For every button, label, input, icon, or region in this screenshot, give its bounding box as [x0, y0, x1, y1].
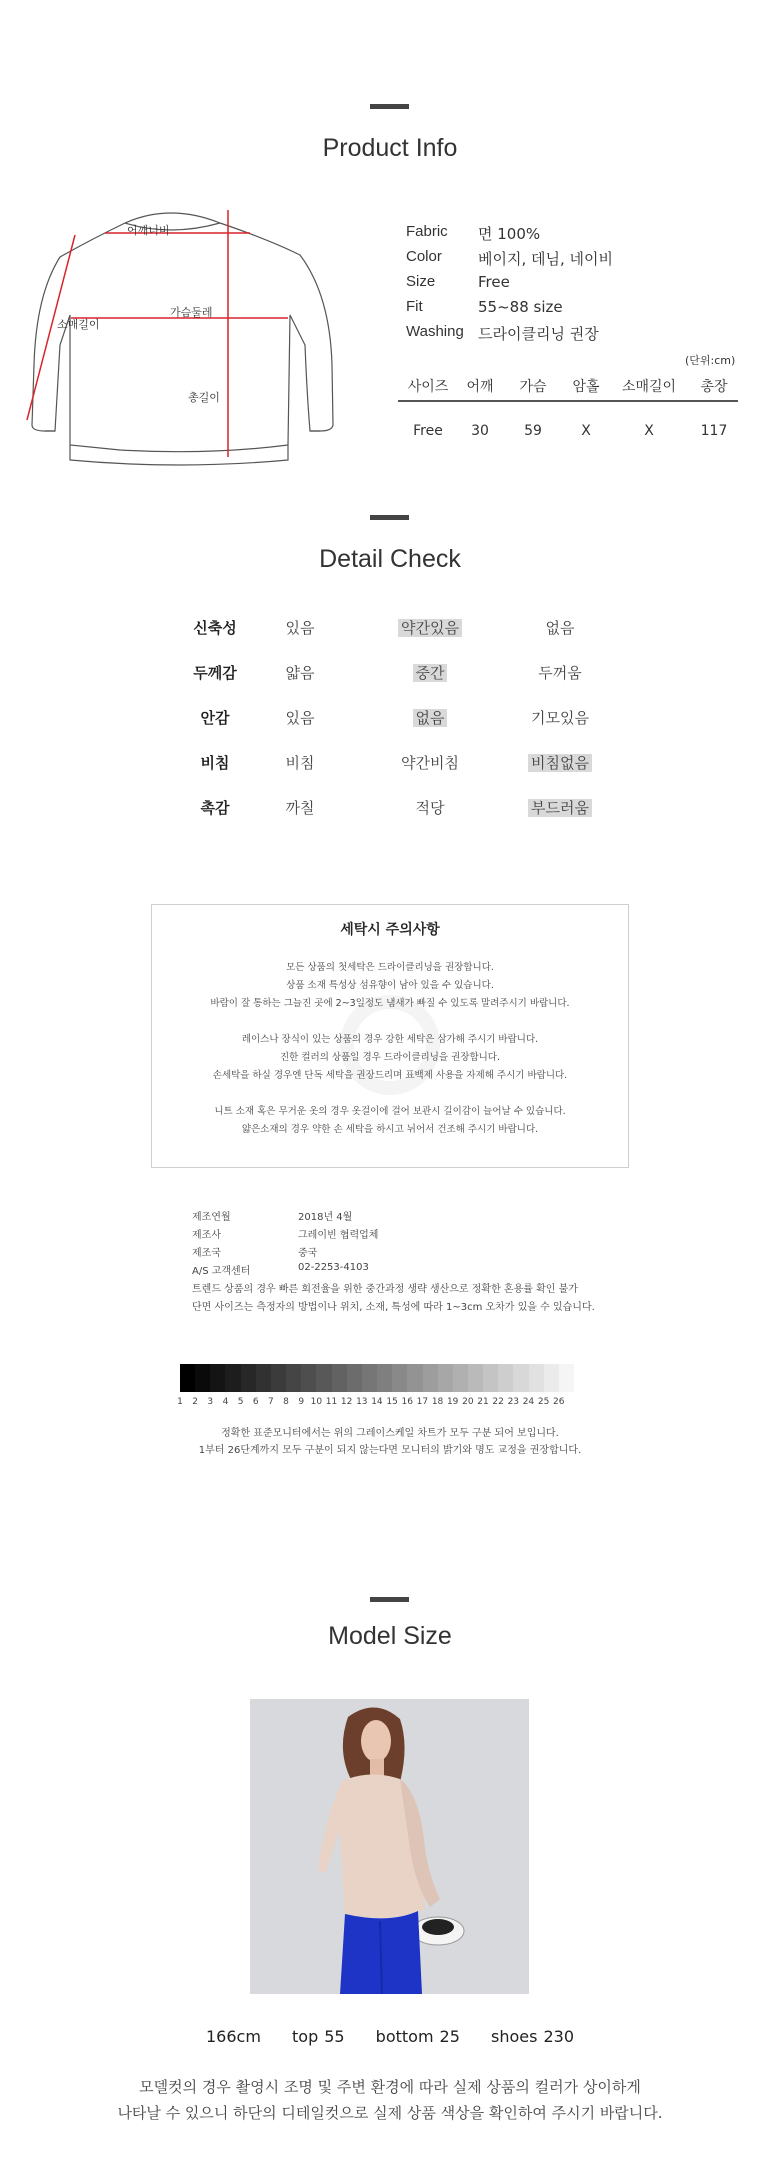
gray-step-number: 5	[237, 1397, 244, 1407]
gray-swatch	[225, 1364, 240, 1392]
gray-note: 1부터 26단계까지 모두 구분이 되지 않는다면 모니터의 밝기와 명도 교정을 권장합니다.	[198, 1445, 582, 1456]
maker-value: 02-2253-4103	[298, 1262, 369, 1273]
gray-swatch	[332, 1364, 347, 1392]
gray-step-number: 16	[401, 1397, 413, 1407]
care-line: 모든 상품의 첫세탁은 드라이클리닝을 권장합니다.	[286, 962, 494, 973]
section-divider	[370, 104, 409, 109]
care-line: 손세탁을 하실 경우엔 단독 세탁을 권장드리며 표백제 사용을 자제해 주시기 바랍니다.	[212, 1070, 568, 1081]
gray-swatch	[438, 1364, 453, 1392]
section-divider	[370, 515, 409, 520]
gray-step-number: 2	[192, 1397, 198, 1407]
sweater-size-diagram	[20, 195, 340, 475]
model-note: 모델컷의 경우 촬영시 조명 및 주변 환경에 따라 실제 상품의 컬러가 상이하게	[139, 2078, 641, 2096]
gray-step-number: 4	[222, 1397, 229, 1407]
size-table-row: Free 30 59 X X 117	[413, 423, 728, 439]
size-table-header: 사이즈 어깨 가슴 암홀 소매길이 총장	[398, 372, 738, 402]
model-stats	[0, 2027, 780, 2046]
gray-swatch	[529, 1364, 544, 1392]
detail-check-option: 없음	[375, 707, 485, 728]
model-bottom: bottom 25	[375, 2027, 460, 2046]
care-line: 바람이 잘 통하는 그늘진 곳에 2~3일정도 냄새가 빠질 수 있도록 말려주시기 바랍니다.	[210, 998, 570, 1009]
gray-swatch	[377, 1364, 392, 1392]
detail-check-option: 비침없음	[505, 752, 615, 773]
maker-note: 단면 사이즈는 측정자의 방법이나 위치, 소재, 특성에 따라 1~3cm 오차가 있을 수 있습니다.	[192, 1302, 595, 1313]
care-line: 얇은소재의 경우 약한 손 세탁을 하시고 뉘어서 건조해 주시기 바랍니다.	[241, 1124, 539, 1135]
gray-swatch	[347, 1364, 362, 1392]
gray-swatch	[180, 1364, 195, 1392]
gray-swatch	[210, 1364, 225, 1392]
maker-value: 그레이빈 협력업체	[298, 1230, 379, 1241]
gray-swatch	[195, 1364, 210, 1392]
section-divider	[370, 1597, 409, 1602]
gray-step-number: 18	[431, 1397, 444, 1407]
gray-step-number: 23	[507, 1397, 520, 1407]
gray-step-number: 14	[371, 1397, 383, 1407]
gray-scale-numbers	[177, 1397, 586, 1411]
care-line: 레이스나 장식이 있는 상품의 경우 강한 세탁은 삼가해 주시기 바랍니다.	[241, 1034, 539, 1045]
gray-swatch	[271, 1364, 286, 1392]
gray-scale-chart	[180, 1364, 574, 1392]
gray-step-number: 8	[283, 1397, 289, 1407]
gray-step-number: 13	[356, 1397, 368, 1407]
detail-check-title: Detail Check	[319, 545, 461, 573]
maker-value: 2018년 4월	[298, 1212, 353, 1223]
unit-label: (단위:cm)	[685, 354, 736, 367]
model-top: top 55	[292, 2027, 345, 2046]
model-note: 나타날 수 있으니 하단의 디테일컷으로 실제 상품 색상을 확인하여 주시기 바랍니다.	[117, 2104, 663, 2122]
gray-step-number: 24	[522, 1397, 535, 1407]
detail-check-label: 안감	[200, 709, 230, 727]
detail-check-option: 있음	[285, 709, 315, 727]
detail-check-label: 비침	[200, 754, 230, 772]
detail-check-option: 약간비침	[401, 754, 459, 772]
gray-step-number: 12	[340, 1397, 353, 1407]
gray-swatch	[544, 1364, 559, 1392]
gray-swatch	[559, 1364, 574, 1392]
gray-swatch	[407, 1364, 422, 1392]
detail-check-option: 비침	[285, 754, 315, 772]
gray-step-number: 11	[325, 1397, 338, 1407]
detail-check-label: 촉감	[200, 799, 230, 817]
gray-step-number: 22	[492, 1397, 504, 1407]
gray-step-number: 6	[252, 1397, 259, 1407]
product-info-title: Product Info	[322, 134, 458, 162]
detail-check-option: 있음	[285, 619, 315, 637]
model-size-title: Model Size	[328, 1622, 452, 1650]
detail-check-option: 얇음	[285, 664, 315, 682]
detail-check-option: 기모있음	[531, 709, 589, 727]
gray-swatch	[468, 1364, 483, 1392]
gray-swatch	[256, 1364, 271, 1392]
label-chest: 가슴둘레	[170, 306, 213, 319]
gray-step-number: 15	[386, 1397, 398, 1407]
gray-step-number: 10	[310, 1397, 323, 1407]
gray-swatch	[483, 1364, 498, 1392]
gray-step-number: 17	[416, 1397, 429, 1407]
gray-step-number: 9	[298, 1397, 305, 1407]
detail-check-option: 약간있음	[375, 617, 485, 638]
gray-swatch	[286, 1364, 301, 1392]
gray-step-number: 20	[462, 1397, 474, 1407]
gray-swatch	[316, 1364, 331, 1392]
gray-step-number: 1	[177, 1397, 183, 1407]
maker-key: 제조국	[192, 1248, 221, 1259]
detail-check-label: 신축성	[193, 619, 237, 637]
detail-check-label: 두께감	[193, 664, 237, 682]
maker-key: 제조사	[192, 1230, 221, 1241]
model-figure	[250, 1699, 529, 1994]
gray-swatch	[513, 1364, 528, 1392]
care-line: 진한 컬러의 상품일 경우 드라이클리닝을 권장합니다.	[279, 1052, 500, 1063]
maker-key: 제조연월	[192, 1212, 231, 1223]
gray-swatch	[362, 1364, 377, 1392]
detail-check-option: 두꺼움	[538, 664, 582, 682]
maker-value: 중국	[298, 1248, 318, 1259]
model-shoes: shoes 230	[491, 2027, 574, 2046]
maker-note: 트렌드 상품의 경우 빠른 회전율을 위한 중간과정 생략 생산으로 정확한 혼용률 확인 불가	[192, 1284, 578, 1295]
gray-note: 정확한 표준모니터에서는 위의 그레이스케일 차트가 모두 구분 되어 보입니다.	[221, 1428, 559, 1439]
detail-check-option: 부드러움	[505, 797, 615, 818]
gray-step-number: 21	[477, 1397, 489, 1407]
gray-swatch	[241, 1364, 256, 1392]
care-line: 상품 소재 특성상 섬유향이 남아 있을 수 있습니다.	[286, 980, 494, 991]
gray-swatch	[423, 1364, 438, 1392]
care-title: 세탁시 주의사항	[340, 922, 440, 938]
detail-check-option: 적당	[415, 799, 445, 817]
gray-swatch	[498, 1364, 513, 1392]
detail-check-option: 없음	[545, 619, 575, 637]
gray-swatch	[453, 1364, 468, 1392]
care-line: 니트 소재 혹은 무거운 옷의 경우 옷걸이에 걸어 보관시 길이감이 늘어날 수 있습니다.	[214, 1106, 566, 1117]
gray-step-number: 19	[446, 1397, 459, 1407]
detail-check-option: 까칠	[285, 799, 315, 817]
care-notice-box	[151, 904, 629, 1168]
gray-swatch	[392, 1364, 407, 1392]
gray-step-number: 7	[268, 1397, 274, 1407]
label-length: 총길이	[188, 391, 220, 404]
model-height: 166cm	[205, 2027, 261, 2046]
gray-step-number: 3	[207, 1397, 214, 1407]
gray-swatch	[301, 1364, 316, 1392]
model-photo	[250, 1699, 529, 1994]
label-sleeve: 소매길이	[57, 318, 100, 331]
gray-step-number: 25	[537, 1397, 550, 1407]
maker-key: A/S 고객센터	[192, 1266, 251, 1277]
gray-step-number: 26	[553, 1397, 565, 1407]
label-shoulder: 어깨너비	[127, 224, 170, 237]
detail-check-option: 중간	[375, 662, 485, 683]
